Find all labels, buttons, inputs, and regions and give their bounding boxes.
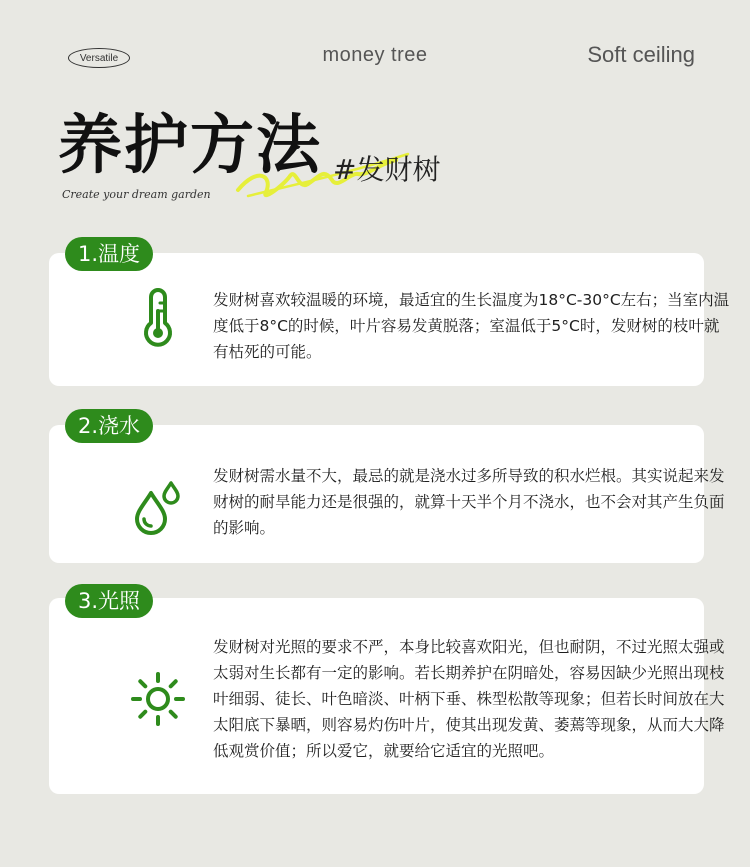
section-card-watering — [49, 425, 725, 563]
section-card-temperature — [49, 253, 730, 386]
title-block — [58, 108, 698, 208]
brand-name: money tree — [322, 44, 428, 66]
section-label-watering: 2.浇水 — [65, 409, 153, 443]
top-bar — [0, 42, 750, 72]
page-subtitle: Create your dream garden — [62, 188, 211, 201]
section-text-temperature: 发财树喜欢较温暖的环境，最适宜的生长温度为18°C-30°C左右；当室内温度低于8°C的时候，叶片容易发黄脱落；室温低于5°C时，发财树的枝叶就有枯死的可能。 — [213, 291, 730, 361]
versatile-badge: Versatile — [68, 48, 130, 68]
page-title: 养护方法 — [58, 108, 322, 183]
sun-icon — [127, 668, 189, 730]
section-card-light — [49, 598, 725, 794]
title-hashtag: #发财树 — [333, 153, 441, 186]
thermometer-icon — [127, 287, 189, 349]
section-label-temperature: 1.温度 — [65, 237, 153, 271]
section-text-light: 发财树对光照的要求不严，本身比较喜欢阳光，但也耐阴，不过光照太强或太弱对生长都有一定的影响。若长期养护在阴暗处，容易因缺少光照出现枝叶细弱、徒长、叶色暗淡、叶柄下垂、株型松散等现象；但若长时间放在大太阳底下暴晒，则容易灼伤叶片，使其出现发黄、萎蔫等现象，从而大大降低观赏价值；所以爱它，就要给它适宜的光照吧。 — [213, 638, 725, 760]
brand-slogan: Soft ceiling — [587, 42, 695, 67]
water-drops-icon — [127, 477, 189, 539]
section-text-watering: 发财树需水量不大，最忌的就是浇水过多所导致的积水烂根。其实说起来发财树的耐旱能力还是很强的，就算十天半个月不浇水，也不会对其产生负面的影响。 — [213, 467, 725, 537]
section-label-light: 3.光照 — [65, 584, 153, 618]
